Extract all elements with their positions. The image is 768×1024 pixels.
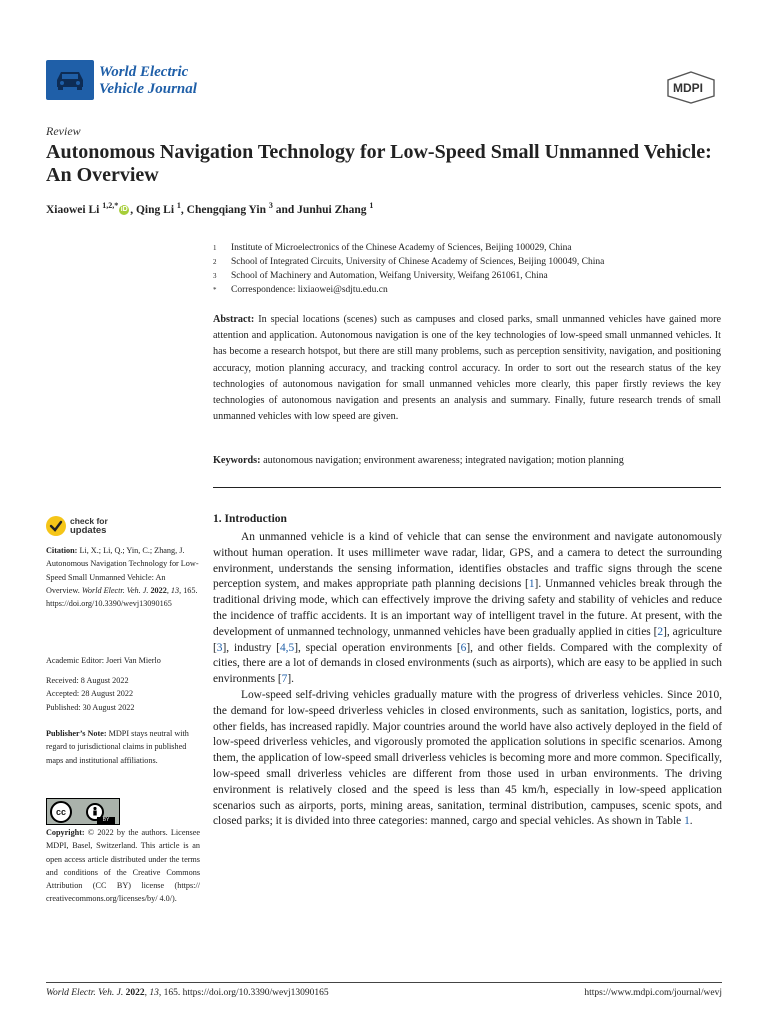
- citation-text: Li, X.; Li, Q.; Yin, C.; Zhang, J. Autonomous Navigation Technology for Low-Speed Small Unmanned Vehicle: An Overview.: [46, 546, 199, 595]
- mdpi-wordmark: MDPI: [673, 81, 703, 95]
- footer-journal-url[interactable]: https://www.mdpi.com/journal/wevj: [584, 988, 722, 998]
- table-link[interactable]: 1: [684, 815, 690, 828]
- article-title: Autonomous Navigation Technology for Low-Speed Small Unmanned Vehicle: An Overview: [46, 141, 712, 186]
- reference-link[interactable]: 3: [216, 641, 223, 654]
- paragraph: An unmanned vehicle is a kind of vehicle that can sense the environment and navigate autonomously without human operation. It uses millimeter wave radar, lidar, GPS, and a camera to detect the surrounding environment, understands the sensing information, identifies obstacles and traffic signs through the scene perception system, and makes appropriate path planning decisions [1]. Unmanned vehicles break through the traditional driving mode, which can effectively improve the driving safety and stability of vehicles and reduce the incidence of traffic accidents. It is an important way of intelligent travel in the future. At present, with the development of unmanned technology, unmanned vehicles have been gradually applied in cities [2], agriculture [3], industry [4,5], special operation environments [6], and other fields. Compared with the complexity of cities, there are a lot of demands in closed environments (such as airports), which are easy to be applied in such environments [7].: [213, 531, 723, 686]
- copyright-label: Copyright:: [46, 828, 85, 837]
- affiliation-text: School of Machinery and Automation, Weifang University, Weifang 261061, China: [231, 271, 548, 281]
- by-label: BY: [97, 817, 115, 824]
- check-for-updates-button[interactable]: [46, 516, 108, 536]
- affiliation-item: [213, 269, 733, 283]
- citation-block: Citation: Li, X.; Li, Q.; Yin, C.; Zhang, J. Autonomous Navigation Technology for Low-Speed Small Unmanned Vehicle: An Overview. World Electr. Veh. J. 2022, 13, 165. https://doi.org/10.3390/wevj13090165: [46, 546, 199, 609]
- car-icon: [53, 69, 87, 91]
- academic-editor: Academic Editor: Joeri Van Mierlo: [46, 656, 161, 665]
- received-date: Received: 8 August 2022: [46, 676, 129, 685]
- affiliation-number: 2: [213, 258, 217, 266]
- correspondence-text[interactable]: Correspondence: lixiaowei@sdjtu.edu.cn: [231, 285, 388, 295]
- author-name[interactable]: Chengqiang Yin: [186, 203, 266, 216]
- author-list: Xiaowei Li $^{1,2,*}$ iD , Qing Li $^1$, Chengqiang Yin $^3$ and Junhui Zhang $^1$: [46, 201, 374, 216]
- affiliations: [213, 241, 733, 297]
- affiliation-item: [213, 255, 733, 269]
- footer-year: 2022: [125, 988, 145, 998]
- journal-name-line2: Vehicle Journal: [99, 81, 197, 97]
- reference-link[interactable]: 7: [281, 673, 288, 686]
- reference-link[interactable]: 6: [460, 641, 467, 654]
- citation-journal: World Electr. Veh. J.: [81, 585, 149, 595]
- journal-logo: [46, 60, 94, 100]
- reference-link[interactable]: 4,5: [279, 641, 295, 654]
- citation-doi[interactable]: , 165. https://doi.org/10.3390/wevj13090165: [46, 585, 198, 609]
- author-name[interactable]: Qing Li: [135, 203, 175, 216]
- author-affil-sup: 1,2,*: [102, 201, 119, 210]
- cc-by-license-badge[interactable]: [46, 798, 120, 825]
- section-heading: 1. Introduction: [213, 513, 287, 525]
- reference-link[interactable]: 2: [657, 625, 664, 638]
- affiliation-text: Institute of Microelectronics of the Chinese Academy of Sciences, Beijing 100029, China: [231, 243, 572, 253]
- citation-volume: 13: [170, 585, 180, 595]
- accepted-date: Accepted: 28 August 2022: [46, 689, 134, 699]
- copyright-text: © 2022 by the authors. Licensee MDPI, Basel, Switzerland. This article is an open access article distributed under the terms and conditions of the Creative Commons Attribution (CC BY) license (https:// creativecommons.org/licenses/by/ 4.0/).: [46, 828, 200, 904]
- publisher-note-label: Publisher’s Note:: [46, 729, 107, 738]
- affiliation-text: School of Integrated Circuits, University of Chinese Academy of Sciences, Beijing 100049, China: [231, 257, 605, 267]
- citation-label: Citation:: [46, 546, 78, 555]
- check-updates-icon: [46, 516, 66, 536]
- abstract-label: Abstract:: [213, 314, 255, 325]
- footer-journal: World Electr. Veh. J.: [46, 988, 124, 998]
- author-affil-sup: 1: [176, 201, 181, 210]
- abstract-text: In special locations (scenes) such as campuses and closed parks, small unmanned vehicles have gained more attention and application. Autonomous navigation is one of the key technologies of low-speed small unmanned vehicles. It has become a research hotspot, but there are still many problems, such as perception sensitivity, navigation, and positioning accuracy, motion planning accuracy, and tracking control accuracy. In order to sort out the research status of the key technologies of autonomous navigation for small unmanned vehicles more clearly, this paper firstly reviews the key technologies of autonomous navigation and presents an analysis and summary. Finally, future research trends of small unmanned vehicles with low speed are given.: [213, 314, 721, 423]
- abstract: [213, 312, 721, 425]
- author-affil-sup: 1: [369, 201, 374, 210]
- publisher-note: [46, 727, 200, 767]
- check-updates-line1: check for: [70, 516, 108, 526]
- footer-doi[interactable]: , 165. https://doi.org/10.3390/wevj13090165: [158, 988, 329, 998]
- footer-citation: World Electr. Veh. J. 2022, 13, 165. https://doi.org/10.3390/wevj13090165: [46, 988, 329, 998]
- footer-volume: 13: [149, 988, 159, 998]
- publisher-note-text: MDPI stays neutral with regard to jurisdictional claims in published maps and institutional affiliations.: [46, 729, 189, 765]
- affiliation-number: *: [213, 286, 217, 294]
- affiliation-number: 3: [213, 272, 217, 280]
- affiliation-number: 1: [213, 244, 217, 252]
- cc-icon: cc: [50, 801, 72, 823]
- affiliation-item: [213, 283, 733, 297]
- journal-name-line1: World Electric: [99, 64, 189, 80]
- footer-divider: [46, 982, 722, 983]
- reference-link[interactable]: 1: [528, 578, 535, 591]
- dates-block: [46, 674, 200, 714]
- keywords-label: Keywords:: [213, 455, 261, 466]
- keywords-text: autonomous navigation; environment awareness; integrated navigation; motion planning: [263, 455, 624, 466]
- check-updates-line2: updates: [70, 525, 107, 536]
- article-type: Review: [46, 124, 81, 138]
- published-date: Published: 30 August 2022: [46, 702, 135, 712]
- affiliation-item: [213, 241, 733, 255]
- keywords: [213, 454, 721, 468]
- citation-year: 2022: [150, 585, 167, 595]
- journal-name: [99, 64, 197, 98]
- copyright-block: [46, 826, 200, 906]
- author-affil-sup: 3: [268, 201, 273, 210]
- section-divider: [213, 487, 721, 488]
- orcid-icon[interactable]: iD: [120, 206, 128, 214]
- author-name[interactable]: Junhui Zhang: [297, 203, 367, 216]
- author-name[interactable]: Xiaowei Li: [46, 203, 100, 216]
- paragraph: Low-speed self-driving vehicles gradually mature with the progress of driverless vehicles. Since 2010, the demand for low-speed driverless vehicles in closed environments, such as sanitation, logistics, ports, and other fields, has increased rapidly. Major countries around the world have also actively deployed in the field of low-speed driverless vehicles, and vigorously promoted the application solutions in specific scenarios. Among them, the application of low-speed small driverless vehicles is becoming more and more common. Specifically, low-speed small driverless vehicles are different from those used in urban environments. The driving environment is relatively closed and the speed is less than 45 km/h, especially in low-speed application scenarios such as airports, ports, mining areas, sanitation, terminal distribution, campuses, scenic spots, and closed parks; it is divided into three categories: manned, cargo and special vehicles. As shown in Table 1.: [213, 688, 722, 828]
- body-text: [213, 530, 722, 830]
- mdpi-logo: [664, 70, 718, 104]
